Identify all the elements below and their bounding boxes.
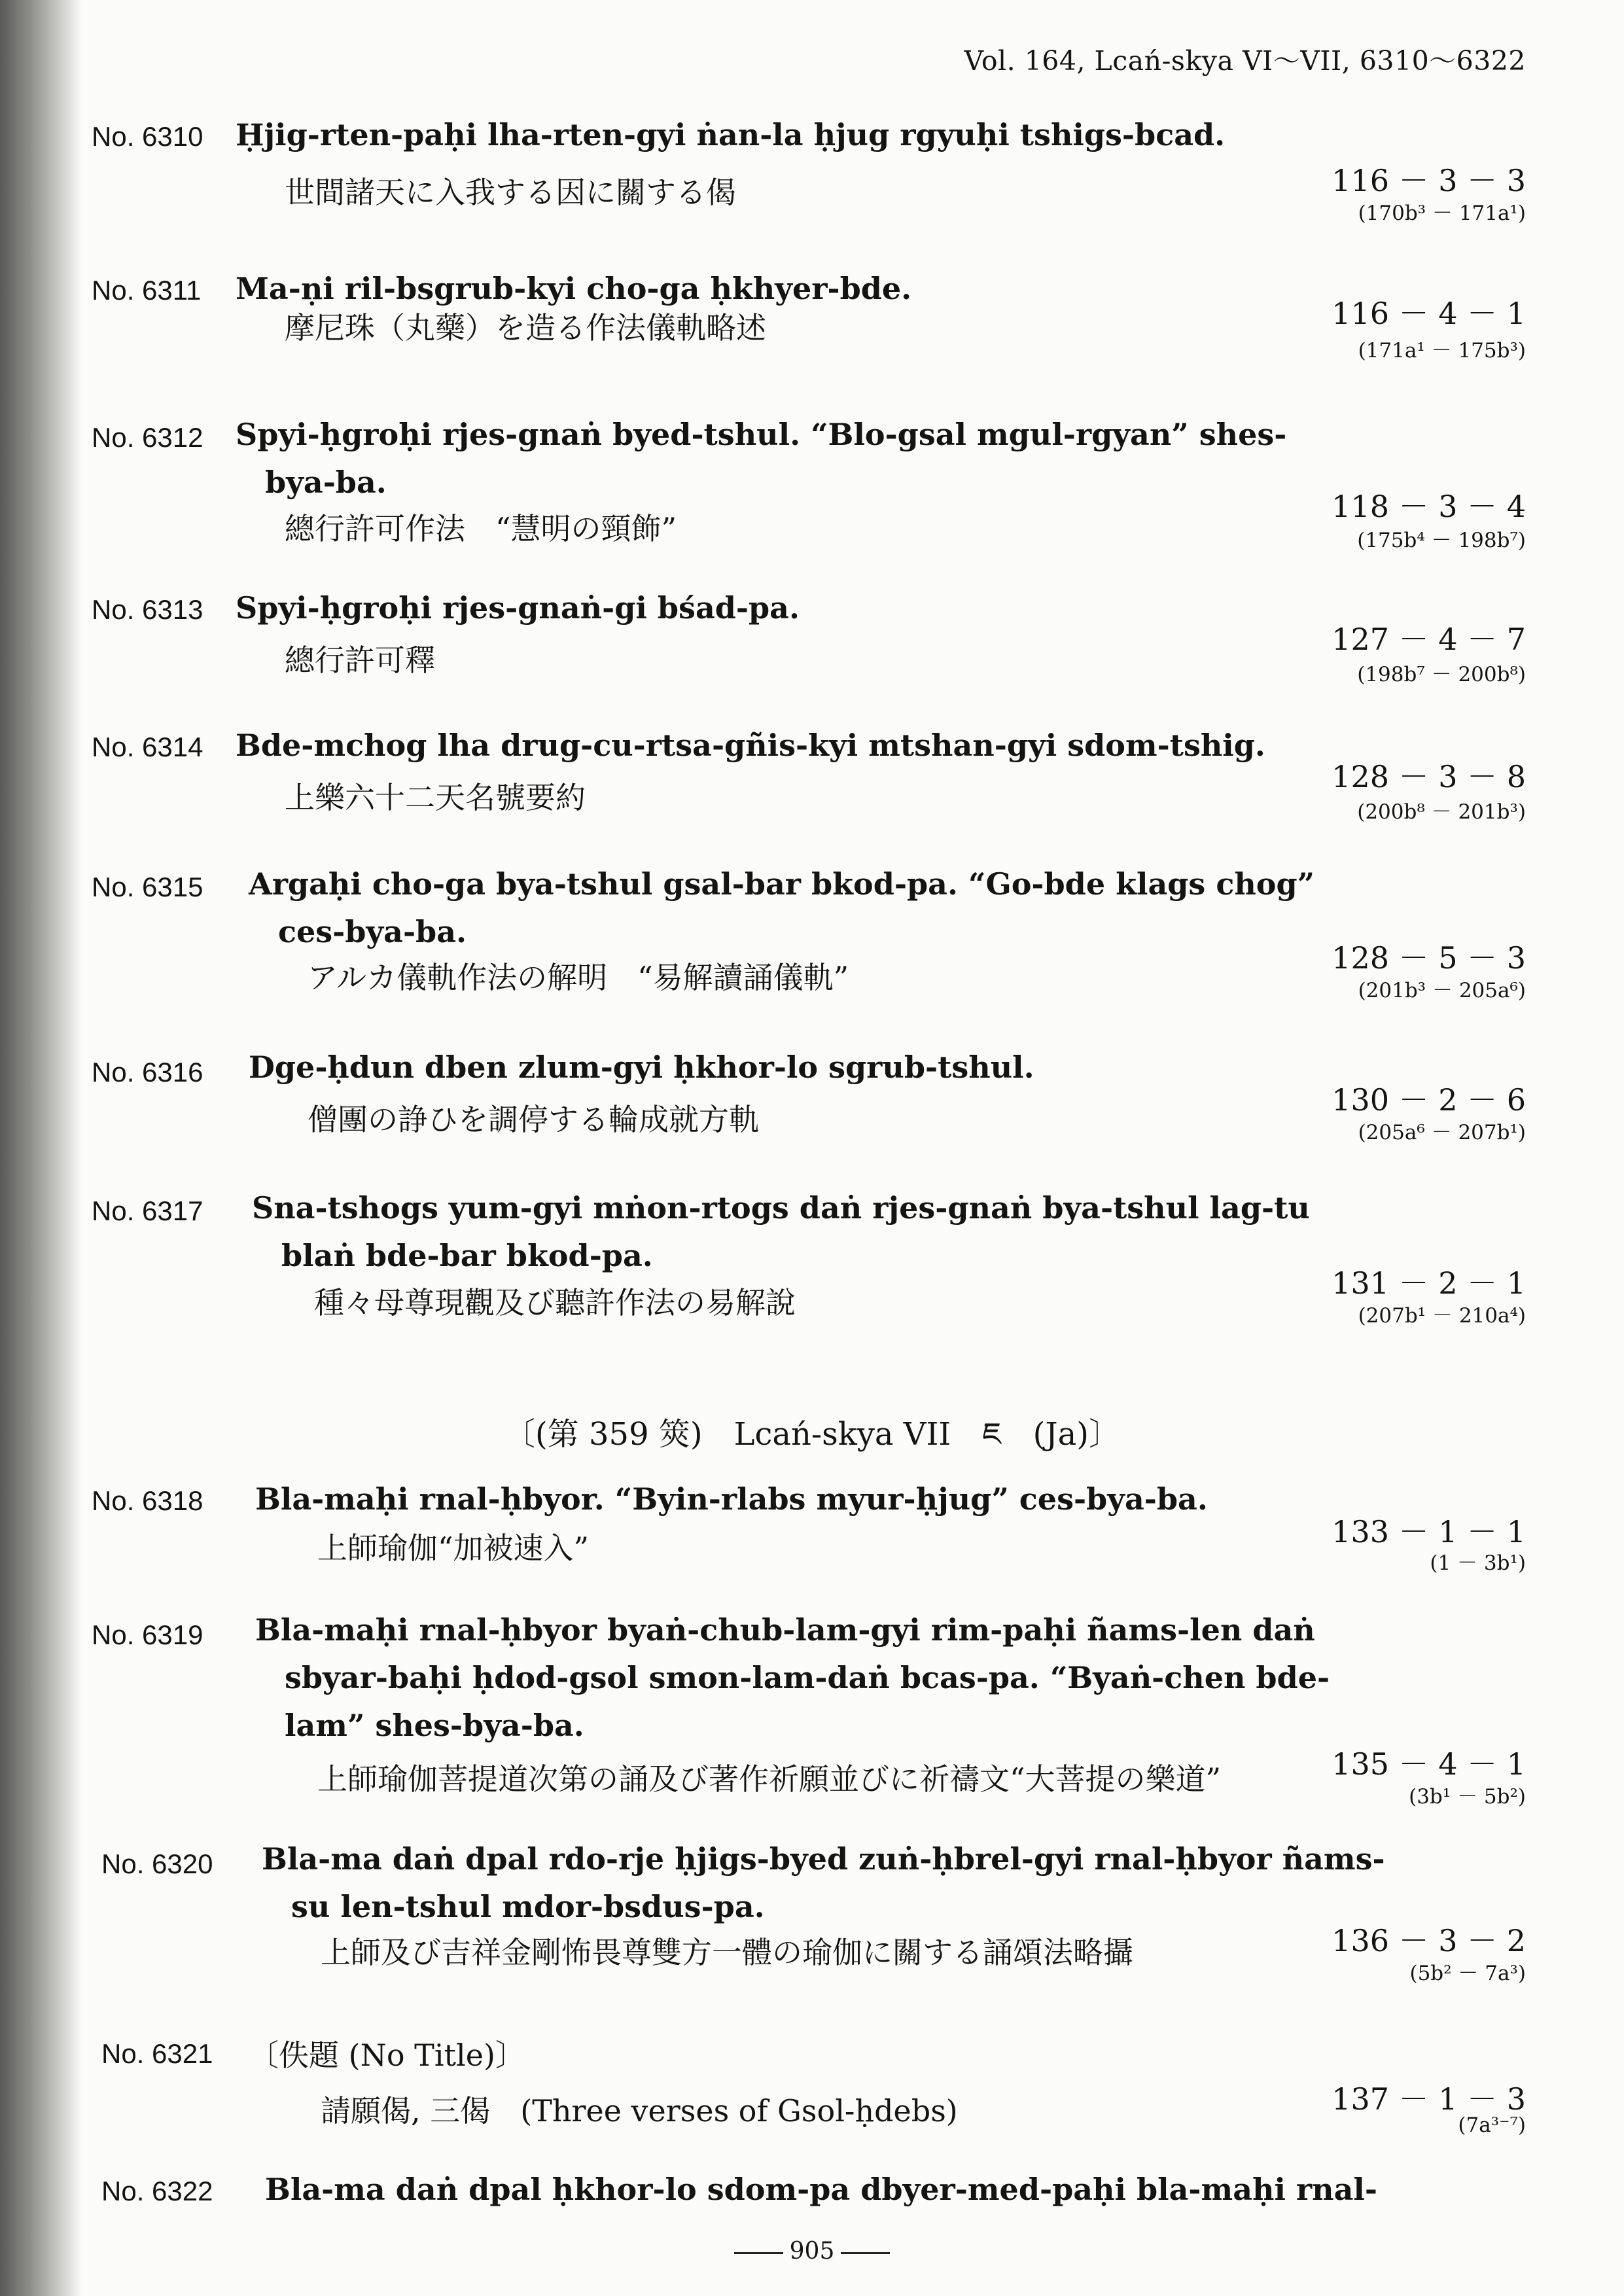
- page-footer: [0, 2238, 1624, 2265]
- entry-folio-range: (205a⁶ － 207b¹): [1358, 1121, 1526, 1144]
- entry-number: No. 6317: [92, 1195, 203, 1226]
- entry-folio-range: (207b¹ － 210a⁴): [1358, 1304, 1526, 1328]
- entry-reference: 137 － 1 － 3: [1332, 2081, 1526, 2117]
- entry-reference: 128 － 5 － 3: [1332, 940, 1526, 976]
- entry-number: No. 6313: [92, 594, 203, 625]
- entry-reference: 136 － 3 － 2: [1332, 1923, 1526, 1958]
- section-heading: 〔(第 359 筴) Lcań-skya VII ཇ (Ja)〕: [504, 1416, 1120, 1453]
- title-line: Bla-maḥi rnal-ḥbyor byaṅ-chub-lam-gyi rim-paḥi ñams-len daṅ: [255, 1612, 1315, 1648]
- entry-folio-range: (1 － 3b¹): [1430, 1551, 1526, 1575]
- entry-folio-range: (175b⁴ － 198b⁷): [1357, 529, 1526, 552]
- entry-folio-range: (171a¹ － 175b³): [1358, 339, 1526, 362]
- entry-japanese-title: 請願偈, 三偈 (Three verses of Gsol-ḥdebs): [321, 2093, 958, 2128]
- entry-number: No. 6314: [92, 732, 203, 762]
- entry-title: [236, 584, 1381, 632]
- title-line: Bde-mchog lha drug-cu-rtsa-gñis-kyi mtshan-gyi sdom-tshig.: [236, 728, 1265, 763]
- entry-title: [265, 2166, 1410, 2214]
- title-line: Bla-ma daṅ dpal rdo-rje ḥjigs-byed zuṅ-ḥbrel-gyi rnal-ḥbyor ñams-: [262, 1841, 1385, 1877]
- entry-number: No. 6322: [101, 2176, 213, 2206]
- entry-title: [236, 411, 1381, 506]
- entry-title: [255, 1606, 1400, 1750]
- entry-japanese-title: 種々母尊現觀及び聽許作法の易解說: [314, 1285, 796, 1320]
- footer-rule-left: [734, 2252, 783, 2254]
- entry-title: [262, 1835, 1407, 1931]
- entry-reference: 116 － 4 － 1: [1332, 296, 1526, 331]
- title-line: Spyi-ḥgroḥi rjes-gnaṅ-gi bśad-pa.: [236, 590, 800, 626]
- footer-rule-right: [841, 2252, 890, 2254]
- entry-number: No. 6319: [92, 1619, 203, 1650]
- entry-japanese-title: 總行許可釋: [285, 643, 435, 678]
- entry-title: [249, 2032, 1394, 2079]
- entry-number: No. 6310: [92, 121, 203, 152]
- title-line: sbyar-baḥi ḥdod-gsol smon-lam-daṅ bcas-pa. “Byaṅ-chen bde-: [285, 1660, 1330, 1695]
- entry-japanese-title: 上師及び吉祥金剛怖畏尊雙方一體の瑜伽に關する誦頌法略攝: [321, 1935, 1133, 1970]
- entry-folio-range: (170b³ － 171a¹): [1358, 202, 1526, 225]
- title-line: ces-bya-ba.: [278, 914, 467, 949]
- entry-japanese-title: 世間諸天に入我する因に關する偈: [285, 175, 736, 210]
- entry-reference: 131 － 2 － 1: [1332, 1265, 1526, 1301]
- title-line: 〔佚題 (No Title)〕: [249, 2038, 525, 2073]
- title-line: Dge-ḥdun dben zlum-gyi ḥkhor-lo sgrub-tshul.: [249, 1050, 1034, 1085]
- entry-title: [252, 1184, 1397, 1280]
- title-line: blaṅ bde-bar bkod-pa.: [281, 1238, 653, 1273]
- entry-reference: 128 － 3 － 8: [1332, 759, 1526, 794]
- entry-japanese-title: 上師瑜伽菩提道次第の誦及び著作祈願並びに祈禱文“大菩提の樂道”: [317, 1761, 1222, 1797]
- title-line: Argaḥi cho-ga bya-tshul gsal-bar bkod-pa. “Go-bde klags chog”: [249, 866, 1315, 902]
- entry-reference: 135 － 4 － 1: [1332, 1746, 1526, 1782]
- entry-folio-range: (3b¹ － 5b²): [1409, 1785, 1526, 1809]
- entry-number: No. 6312: [92, 422, 203, 453]
- entry-reference: 127 － 4 － 7: [1332, 622, 1526, 657]
- entry-folio-range: (198b⁷ － 200b⁸): [1357, 663, 1526, 686]
- entry-number: No. 6315: [92, 872, 203, 902]
- title-line: Bla-maḥi rnal-ḥbyor. “Byin-rlabs myur-ḥjug” ces-bya-ba.: [255, 1481, 1208, 1517]
- entry-title: [249, 1044, 1394, 1091]
- entry-folio-range: (7a³⁻⁷): [1458, 2113, 1526, 2137]
- title-line: lam” shes-bya-ba.: [285, 1708, 584, 1743]
- page-number: 905: [789, 2238, 835, 2265]
- entry-title: [236, 722, 1381, 769]
- entry-reference: 133 － 1 － 1: [1332, 1514, 1526, 1549]
- title-line: bya-ba.: [265, 465, 387, 500]
- entry-folio-range: (200b⁸ － 201b³): [1357, 800, 1526, 824]
- entry-title: [236, 111, 1381, 159]
- entry-reference: 116 － 3 － 3: [1332, 163, 1526, 198]
- title-line: Spyi-ḥgroḥi rjes-gnaṅ byed-tshul. “Blo-gsal mgul-rgyan” shes-: [236, 417, 1287, 452]
- entry-reference: 118 － 3 － 4: [1332, 489, 1526, 524]
- entry-number: No. 6320: [101, 1848, 213, 1879]
- title-line: Sna-tshogs yum-gyi mṅon-rtogs daṅ rjes-gnaṅ bya-tshul lag-tu: [252, 1190, 1310, 1226]
- entry-folio-range: (201b³ － 205a⁶): [1358, 979, 1526, 1002]
- title-line: Ḥjig-rten-paḥi lha-rten-gyi ṅan-la ḥjug rgyuḥi tshigs-bcad.: [236, 117, 1226, 152]
- title-line: su len-tshul mdor-bsdus-pa.: [291, 1889, 765, 1924]
- entry-japanese-title: 僧團の諍ひを調停する輪成就方軌: [308, 1102, 759, 1137]
- running-header: Vol. 164, Lcań-skya VI～VII, 6310～6322: [964, 45, 1526, 77]
- entry-title: [255, 1475, 1400, 1523]
- entry-reference: 130 － 2 － 6: [1332, 1082, 1526, 1118]
- title-line: Ma-ṇi ril-bsgrub-kyi cho-ga ḥkhyer-bde.: [236, 271, 912, 306]
- entry-japanese-title: 上樂六十二天名號要約: [285, 780, 586, 815]
- entry-japanese-title: 摩尼珠（丸藥）を造る作法儀軌略述: [285, 310, 766, 345]
- entry-number: No. 6311: [92, 275, 202, 306]
- entry-number: No. 6321: [101, 2038, 213, 2069]
- scan-edge-shadow: [0, 0, 82, 2296]
- entry-japanese-title: 總行許可作法 “慧明の頸飾”: [285, 511, 677, 546]
- entry-number: No. 6316: [92, 1057, 203, 1087]
- title-line: Bla-ma daṅ dpal ḥkhor-lo sdom-pa dbyer-med-paḥi bla-maḥi rnal-: [265, 2172, 1377, 2207]
- entry-japanese-title: アルカ儀軌作法の解明 “易解讀誦儀軌”: [308, 960, 849, 995]
- entry-folio-range: (5b² － 7a³): [1409, 1962, 1526, 1985]
- entry-japanese-title: 上師瑜伽“加被速入”: [317, 1530, 590, 1566]
- entry-number: No. 6318: [92, 1485, 203, 1516]
- entry-title: [249, 860, 1394, 956]
